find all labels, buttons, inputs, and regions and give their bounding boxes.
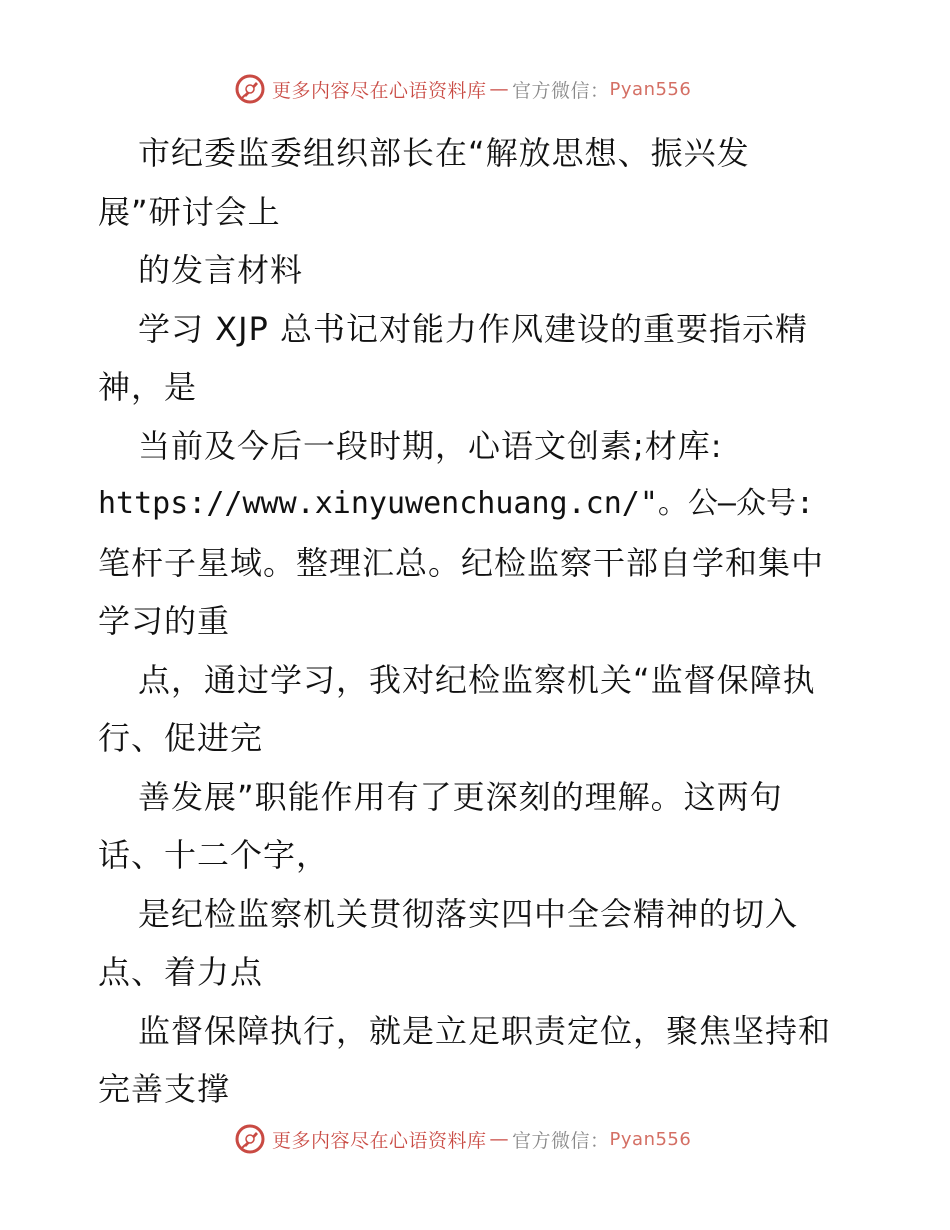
text-line: 神，是 (98, 368, 198, 406)
watermark-text-1: 更多内容尽在心语资料库 (272, 79, 487, 102)
text-line: 监督保障执行，就是立足职责定位，聚焦坚持和 (138, 1011, 832, 1050)
watermark-footer (234, 1122, 754, 1156)
text-line: 的发言材料 (138, 251, 304, 289)
text-line: 学习的重 (98, 602, 231, 640)
watermark-text-2: 官方微信： (512, 1129, 610, 1152)
text-line: 完善支撑 (98, 1070, 231, 1108)
watermark-text-1: 更多内容尽在心语资料库 (272, 1129, 487, 1152)
watermark-separator: — (489, 1128, 510, 1150)
text-line: 市纪委监委组织部长在“解放思想、振兴发 (138, 134, 750, 172)
text-line: 点、着力点 (98, 953, 264, 991)
document-body (98, 124, 858, 1119)
watermark-text-2: 官方微信： (512, 79, 610, 102)
watermark-brand: Pyan556 (609, 1128, 692, 1150)
text-line: 学习 XJP 总书记对能力作风建设的重要指示精 (138, 309, 809, 348)
text-line: https://www.xinyuwenchuang.cn/"。公—众号: (98, 486, 815, 521)
text-line: 点，通过学习，我对纪检监察机关“监督保障执 (138, 660, 816, 699)
text-line: 当前及今后一段时期，心语文创素;材库: (138, 426, 723, 465)
watermark-header (234, 72, 754, 106)
watermark-brand: Pyan556 (609, 78, 692, 100)
text-line: 展”研讨会上 (98, 192, 281, 231)
quill-logo-icon (234, 73, 266, 105)
text-line: 话、十二个字， (98, 836, 330, 874)
text-line: 是纪检监察机关贯彻落实四中全会精神的切入 (138, 894, 799, 933)
text-line: 笔杆子星域。整理汇总。纪检监察干部自学和集中 (98, 543, 825, 582)
watermark-separator: — (489, 78, 510, 100)
quill-logo-icon (234, 1123, 266, 1155)
text-line: 行、促进完 (98, 719, 264, 757)
text-line: 善发展”职能作用有了更深刻的理解。这两句 (138, 777, 783, 816)
